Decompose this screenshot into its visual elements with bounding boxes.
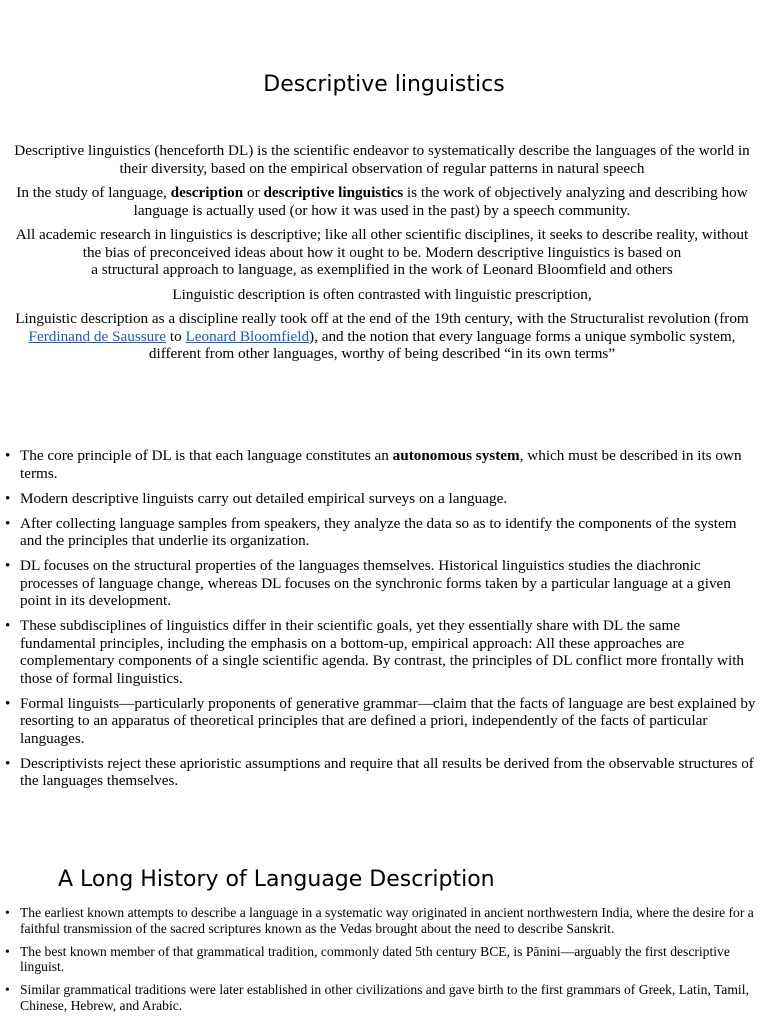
text-run: The core principle of DL is that each language constitutes an bbox=[20, 447, 393, 464]
text-run: , which must be described in its own terms. bbox=[20, 447, 742, 482]
list-item: • DL focuses on the structural properties of the languages themselves. Historical linguistics studies the diachronic processes of language change, whereas DL focuses on the synchronic forms taken by a particular language at a given point in its development. bbox=[0, 557, 758, 610]
page-title: Descriptive linguistics bbox=[263, 72, 505, 97]
text-run: to bbox=[166, 327, 186, 345]
intro-paragraph-4: Linguistic description is often contrasted with linguistic prescription, bbox=[172, 285, 592, 303]
text-run: a structural approach to language, as exemplified in the work of Leonard Bloomfield and others bbox=[91, 261, 673, 278]
intro-paragraph-2 bbox=[6, 184, 758, 219]
intro-paragraph-1: Descriptive linguistics (henceforth DL) is the scientific endeavor to systematically describe the languages of the world in their diversity, based on the empirical observation of regular patterns in natural speech bbox=[14, 142, 750, 177]
list-item: • Similar grammatical traditions were later established in other civilizations and gave birth to the first grammars of Greek, Latin, Tamil, Chinese, Hebrew, and Arabic. bbox=[0, 982, 756, 1013]
list-item: • Descriptivists reject these aprioristic assumptions and require that all results be derived from the observable structures of the languages themselves. bbox=[0, 755, 758, 790]
link-leonard-bloomfield[interactable]: Leonard Bloomfield bbox=[185, 327, 310, 345]
principles-list bbox=[0, 447, 758, 797]
list-item: • After collecting language samples from speakers, they analyze the data so as to identify the components of the system and the principles that underlie its organization. bbox=[0, 515, 758, 550]
text-run: All academic research in linguistics is descriptive; like all other scientific disciplines, it seeks to describe reality, without the bias of preconceived ideas about how it ought to be. Modern descriptive linguistics is based on bbox=[15, 226, 749, 261]
text-run: is the work of objectively analyzing and describing how language is actually used (or how it was used in the past) by a speech community. bbox=[133, 184, 748, 219]
list-item: • Modern descriptive linguists carry out detailed empirical surveys on a language. bbox=[0, 490, 758, 508]
text-run: Linguistic description as a discipline really took off at the end of the 19th century, with the Structuralist revolution (from bbox=[15, 310, 749, 327]
intro-paragraph-3 bbox=[6, 226, 758, 279]
section-heading: A Long History of Language Description bbox=[58, 867, 495, 892]
text-run: ), and the notion that every language forms a unique symbolic system, different from other languages, worthy of being described “in its own terms” bbox=[148, 327, 736, 362]
intro-paragraph-5 bbox=[6, 310, 758, 363]
intro-section bbox=[6, 142, 758, 370]
list-item: • The best known member of that grammatical tradition, commonly dated 5th century BCE, is Pānini—arguably the first descriptive linguist. bbox=[0, 944, 756, 975]
history-list bbox=[0, 905, 756, 1021]
bold-term-descriptive-linguistics: descriptive linguistics bbox=[263, 184, 404, 201]
list-item: • The earliest known attempts to describe a language in a systematic way originated in ancient northwestern India, where the desire for a faithful transmission of the sacred scriptures known as the Vedas brought about the need to describe Sanskrit. bbox=[0, 905, 756, 936]
link-ferdinand-de-saussure[interactable]: Ferdinand de Saussure bbox=[28, 327, 167, 345]
list-item: • Formal linguists—particularly proponents of generative grammar—claim that the facts of language are best explained by resorting to an apparatus of theoretical principles that are defined a priori, independently of the facts of particular languages. bbox=[0, 695, 758, 748]
bold-term-autonomous-system: autonomous system bbox=[392, 447, 520, 464]
text-run: or bbox=[243, 184, 264, 201]
text-run: In the study of language, bbox=[16, 184, 171, 201]
bold-term-description: description bbox=[170, 184, 244, 201]
list-item: • These subdisciplines of linguistics differ in their scientific goals, yet they essentially share with DL the same fundamental principles, including the emphasis on a bottom-up, empirical approach: All these approaches are complementary components of a single scientific agenda. By contrast, the principles of DL conflict more frontally with those of formal linguistics. bbox=[0, 617, 758, 687]
list-item bbox=[0, 447, 758, 482]
